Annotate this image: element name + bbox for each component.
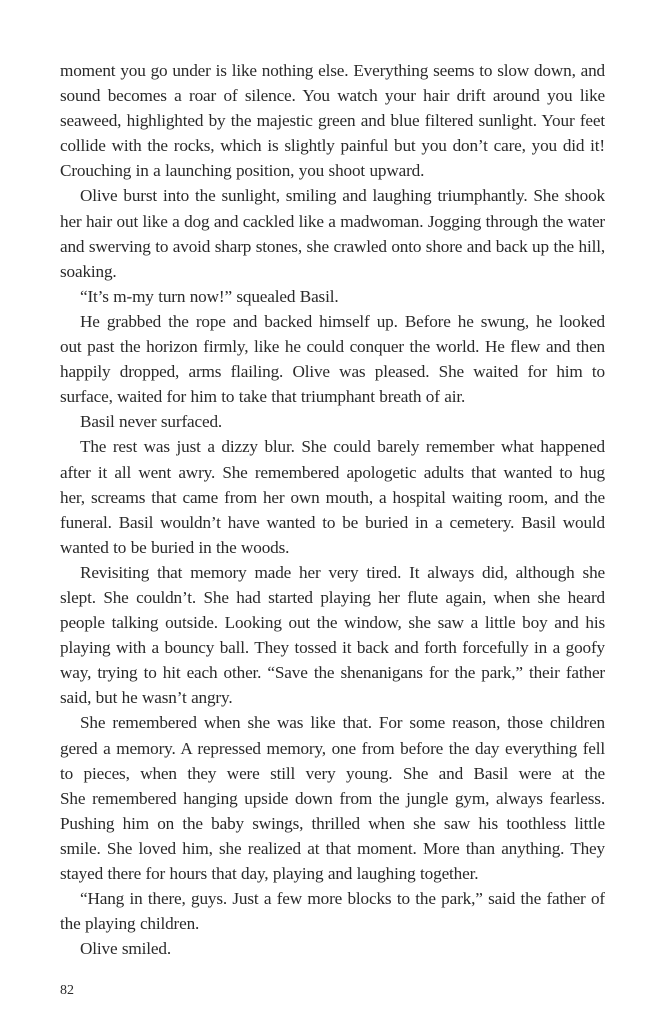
page-number: 82 xyxy=(60,983,74,998)
text-line: the playing children. xyxy=(60,914,200,934)
text-line: smile. She loved him, she realized at that moment. More than anything. They xyxy=(60,838,605,858)
text-line: her hair out like a dog and cackled like a madwoman. Jogging through the water xyxy=(60,211,605,231)
text-line: “Hang in there, guys. Just a few more blocks to the park,” said the father of xyxy=(80,889,605,909)
text-line: out past the horizon firmly, like he could conquer the world. He flew and then xyxy=(60,337,605,357)
text-line: collide with the rocks, which is slightly painful but you don’t care, you did it! xyxy=(60,136,605,156)
text-line: gered a memory. A repressed memory, one from before the day everything fell xyxy=(60,738,605,758)
text-line: Pushing him on the baby swings, thrilled when she saw his toothless little xyxy=(60,813,605,833)
text-line: Crouching in a launching position, you shoot upward. xyxy=(60,161,425,181)
text-line: slept. She couldn’t. She had started playing her flute again, when she heard xyxy=(60,587,605,607)
text-line: to pieces, when they were still very young. She and Basil were at the xyxy=(60,763,605,783)
text-line: soaking. xyxy=(60,261,117,281)
text-line: She remembered hanging upside down from the jungle gym, always fearless. xyxy=(60,788,605,808)
text-line: He grabbed the rope and backed himself up. Before he swung, he looked xyxy=(80,311,605,331)
text-line: after it all went awry. She remembered apologetic adults that wanted to hug xyxy=(60,462,605,482)
text-line: way, trying to hit each other. “Save the shenanigans for the park,” their father xyxy=(60,663,605,683)
text-line: stayed there for hours that day, playing and laughing together. xyxy=(60,864,479,883)
text-line: sound becomes a roar of silence. You watch your hair drift around you like xyxy=(60,86,605,106)
text-line: moment you go under is like nothing else. Everything seems to slow down, and xyxy=(60,61,605,80)
text-line: funeral. Basil wouldn’t have wanted to be buried in a cemetery. Basil would xyxy=(60,512,605,532)
text-line: Revisiting that memory made her very tired. It always did, although she xyxy=(80,562,605,582)
text-line: surface, waited for him to take that triumphant breath of air. xyxy=(60,387,466,407)
text-line: playing with a bouncy ball. They tossed it back and forth forcefully in a goofy xyxy=(60,638,605,658)
text-line: Olive smiled. xyxy=(80,939,171,959)
text-line: people talking outside. Looking out the window, she saw a little boy and his xyxy=(60,613,605,633)
text-line: and swerving to avoid sharp stones, she crawled onto shore and back up the hill, xyxy=(60,236,605,256)
body-text xyxy=(60,58,605,961)
text-line: happily dropped, arms flailing. Olive was pleased. She waited for him to xyxy=(60,362,605,382)
text-line: wanted to be buried in the woods. xyxy=(60,537,290,557)
text-line: She remembered when she was like that. For some reason, those children xyxy=(80,713,605,733)
text-line: “It’s m-my turn now!” squealed Basil. xyxy=(80,286,339,306)
text-line: The rest was just a dizzy blur. She could barely remember what happened xyxy=(80,437,605,457)
text-line: Basil never surfaced. xyxy=(80,412,223,432)
text-line: said, but he wasn’t angry. xyxy=(60,688,233,708)
text-line: Olive burst into the sunlight, smiling and laughing triumphantly. She shook xyxy=(80,186,605,206)
text-line: her, screams that came from her own mouth, a hospital waiting room, and the xyxy=(60,487,605,507)
text-line: seaweed, highlighted by the majestic green and blue filtered sunlight. Your feet xyxy=(60,111,605,131)
